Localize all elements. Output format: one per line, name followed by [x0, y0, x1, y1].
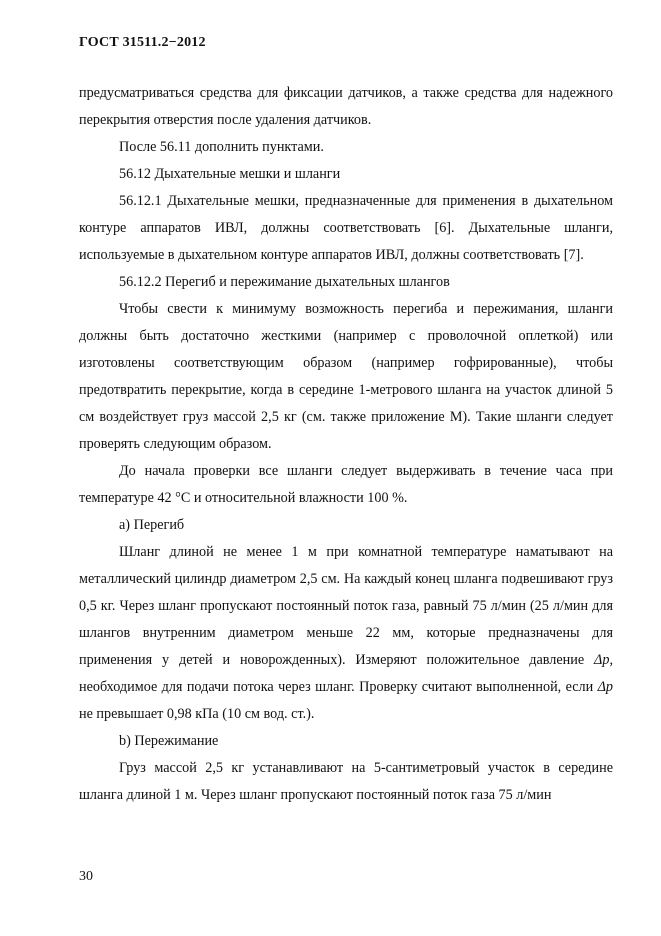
paragraph-requirements: Чтобы свести к минимуму возможность перегиба и пережимания, шланги должны быть достаточно жесткими (например с проволочной оплеткой) или изготовлены соответствующим образом (например гофрированные), чтобы предотвратить перекрытие, когда в середине 1-метрового шланга на участок длиной 5 см воздействует груз массой 2,5 кг (см. также приложение М). Такие шланги следует проверять следующим образом. [79, 301, 613, 452]
pressure-symbol: Δp [597, 679, 613, 695]
paragraph-kinking-test [79, 539, 613, 728]
section-heading-56-12: 56.12 Дыхательные мешки и шланги [119, 166, 341, 182]
kinking-text-2: , необходимое для подачи потока через шланг. Проверку считают выполненной, если [79, 652, 613, 695]
pressure-symbol: Δp [594, 652, 610, 668]
paragraph-continuation: предусматриваться средства для фиксации датчиков, а также средства для надежного перекрытия отверстия после удаления датчиков. [79, 85, 613, 128]
page-number: 30 [79, 869, 93, 884]
document-header: ГОСТ 31511.2−2012 [79, 35, 206, 50]
paragraph-instruction: После 56.11 дополнить пунктами. [119, 139, 324, 155]
subheading-crushing: b) Пережимание [119, 733, 219, 749]
paragraph-56-12-1: 56.12.1 Дыхательные мешки, предназначенные для применения в дыхательном контуре аппаратов ИВЛ, должны соответствовать [6]. Дыхательные шланги, используемые в дыхательном контуре аппаратов ИВЛ, должны соответствовать [7]. [79, 193, 613, 263]
kinking-text-3: не превышает 0,98 кПа (10 см вод. ст.). [79, 706, 315, 722]
document-body [79, 80, 613, 809]
paragraph-preconditioning: До начала проверки все шланги следует выдерживать в течение часа при температуре 42 °С и относительной влажности 100 %. [79, 463, 613, 506]
section-heading-56-12-2: 56.12.2 Перегиб и пережимание дыхательных шлангов [119, 274, 450, 290]
subheading-kinking: а) Перегиб [119, 517, 185, 533]
paragraph-crushing-test: Груз массой 2,5 кг устанавливают на 5-сантиметровый участок в середине шланга длиной 1 м. Через шланг пропускают постоянный поток газа 75 л/мин [79, 760, 613, 803]
kinking-text-1: Шланг длиной не менее 1 м при комнатной температуре наматывают на металлический цилиндр диаметром 2,5 см. На каждый конец шланга подвешивают груз 0,5 кг. Через шланг пропускают постоянный поток газа, равный 75 л/мин (25 л/мин для шлангов внутренним диаметром меньше 22 мм, которые предназначены для применения у детей и новорожденных). Измеряют положительное давление [79, 544, 613, 668]
